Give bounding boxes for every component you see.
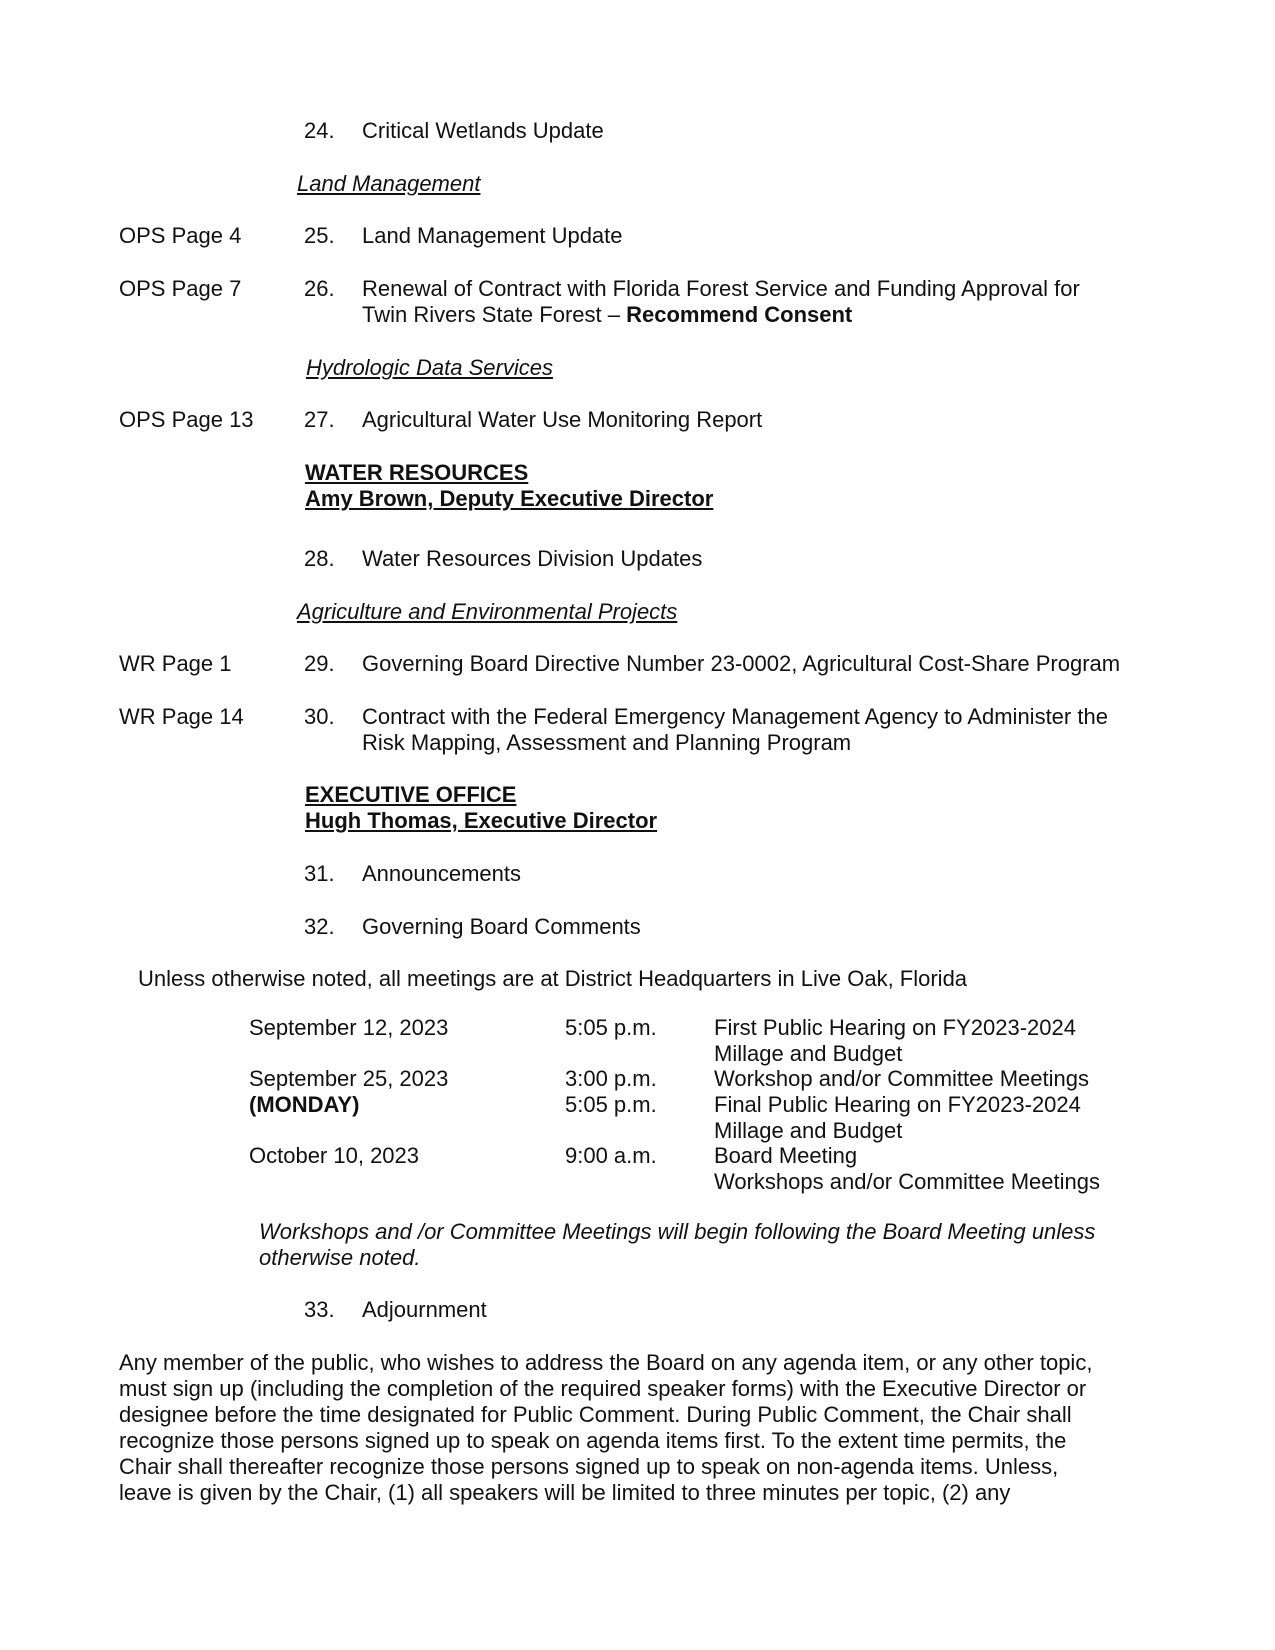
paragraph-line: designee before the time designated for Public Comment. During Public Comment, the Chair shall <box>119 1402 1072 1427</box>
item-text: Water Resources Division Updates <box>362 546 703 571</box>
item-text: Agricultural Water Use Monitoring Report <box>362 407 763 432</box>
schedule-description: Workshops and/or Committee Meetings <box>714 1169 1100 1194</box>
schedule-date: September 12, 2023 <box>249 1015 449 1040</box>
item-text: Governing Board Comments <box>362 914 641 939</box>
item-number: 25. <box>304 223 335 248</box>
page-reference: WR Page 14 <box>119 704 244 729</box>
subheading-agriculture: Agriculture and Environmental Projects <box>297 599 678 624</box>
item-text: Land Management Update <box>362 223 623 248</box>
schedule-description: Final Public Hearing on FY2023-2024 <box>714 1092 1081 1117</box>
schedule-description: Board Meeting <box>714 1143 858 1168</box>
schedule-description: First Public Hearing on FY2023-2024 <box>714 1015 1076 1040</box>
item-number: 24. <box>304 118 335 143</box>
page-reference: WR Page 1 <box>119 651 232 676</box>
item-number: 31. <box>304 861 335 886</box>
schedule-time: 5:05 p.m. <box>565 1092 657 1117</box>
section-person-water-resources: Amy Brown, Deputy Executive Director <box>305 486 714 511</box>
subheading-land-management: Land Management <box>297 171 481 196</box>
item-number: 28. <box>304 546 335 571</box>
paragraph-line: Chair shall thereafter recognize those persons signed up to speak on non-agenda items. Unless, <box>119 1454 1059 1479</box>
page-reference: OPS Page 4 <box>119 223 242 248</box>
page-reference: OPS Page 7 <box>119 276 242 301</box>
schedule-time: 3:00 p.m. <box>565 1066 657 1091</box>
schedule-description: Millage and Budget <box>714 1041 903 1066</box>
schedule-time: 5:05 p.m. <box>565 1015 657 1040</box>
workshop-note: Workshops and /or Committee Meetings will begin following the Board Meeting unless <box>259 1219 1096 1244</box>
item-text: Adjournment <box>362 1297 487 1322</box>
item-number: 26. <box>304 276 335 301</box>
schedule-time: 9:00 a.m. <box>565 1143 657 1168</box>
meetings-location-note: Unless otherwise noted, all meetings are at District Headquarters in Live Oak, Florida <box>138 966 968 991</box>
paragraph-line: Any member of the public, who wishes to address the Board on any agenda item, or any other topic, <box>119 1350 1093 1375</box>
subheading-hydrologic-data-services: Hydrologic Data Services <box>306 355 553 380</box>
item-text: Critical Wetlands Update <box>362 118 604 143</box>
paragraph-line: must sign up (including the completion of the required speaker forms) with the Executive Director or <box>119 1376 1087 1401</box>
item-text-part: Twin Rivers State Forest – <box>362 302 627 327</box>
item-number: 29. <box>304 651 335 676</box>
paragraph-line: leave is given by the Chair, (1) all speakers will be limited to three minutes per topic, (2) any <box>119 1480 1011 1505</box>
workshop-note-continued: otherwise noted. <box>259 1245 421 1270</box>
item-text-continued: Risk Mapping, Assessment and Planning Program <box>362 730 852 755</box>
item-number: 27. <box>304 407 335 432</box>
schedule-date: October 10, 2023 <box>249 1143 420 1168</box>
section-title-executive-office: EXECUTIVE OFFICE <box>305 782 517 807</box>
item-text: Renewal of Contract with Florida Forest Service and Funding Approval for <box>362 276 1080 301</box>
page-reference: OPS Page 13 <box>119 407 254 432</box>
schedule-date: (MONDAY) <box>249 1092 360 1117</box>
item-number: 30. <box>304 704 335 729</box>
item-text: Announcements <box>362 861 521 886</box>
recommend-consent: Recommend Consent <box>626 302 853 327</box>
section-person-executive-office: Hugh Thomas, Executive Director <box>305 808 658 833</box>
item-text: Governing Board Directive Number 23-0002, Agricultural Cost-Share Program <box>362 651 1121 676</box>
item-text: Contract with the Federal Emergency Management Agency to Administer the <box>362 704 1108 729</box>
schedule-description: Millage and Budget <box>714 1118 903 1143</box>
schedule-description: Workshop and/or Committee Meetings <box>714 1066 1089 1091</box>
item-number: 33. <box>304 1297 335 1322</box>
item-number: 32. <box>304 914 335 939</box>
paragraph-line: recognize those persons signed up to speak on agenda items first. To the extent time permits, the <box>119 1428 1067 1453</box>
section-title-water-resources: WATER RESOURCES <box>305 460 529 485</box>
item-text-continued <box>362 302 852 328</box>
schedule-date: September 25, 2023 <box>249 1066 449 1091</box>
